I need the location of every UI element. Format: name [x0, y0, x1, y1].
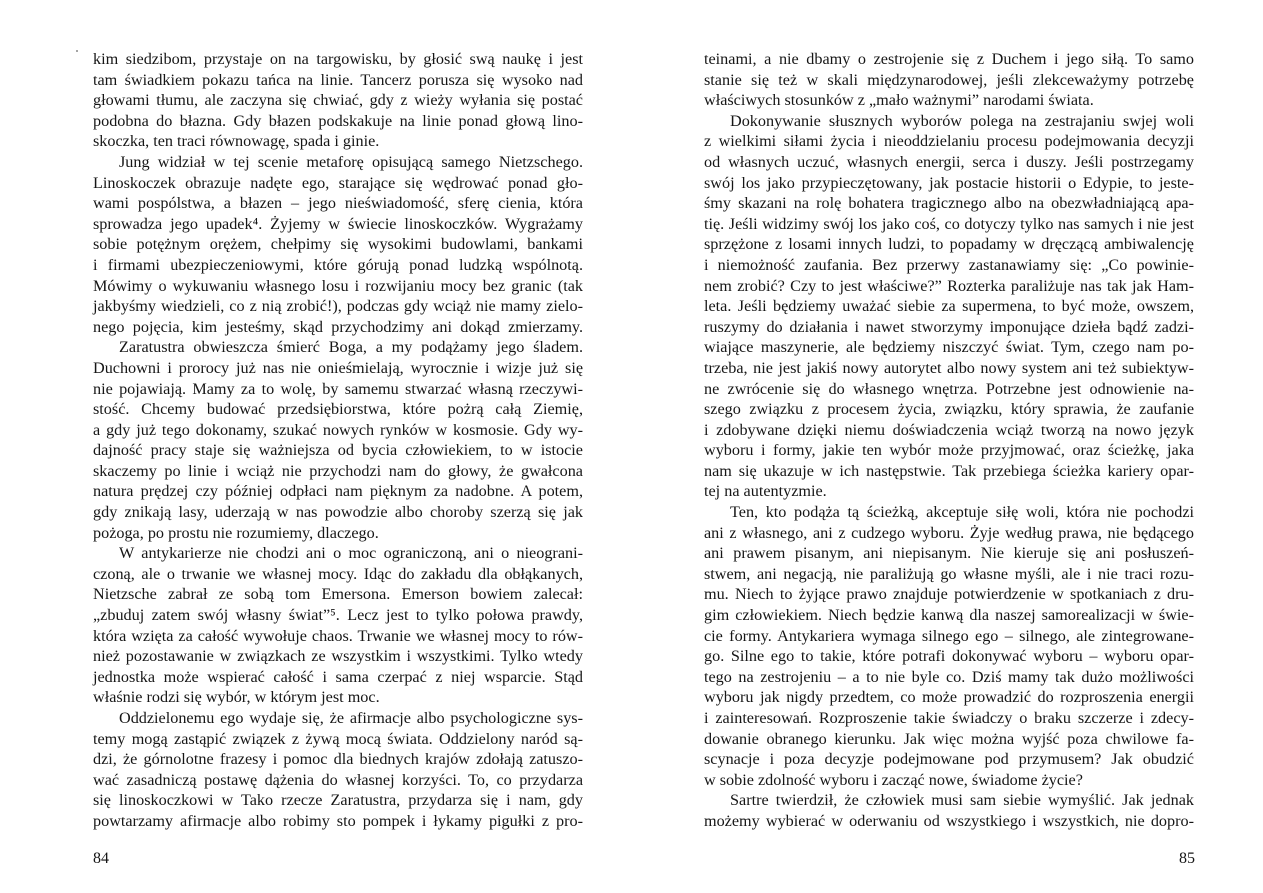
text-line: „zbuduj zatem swój własny świat”⁵. Lecz jest to tylko połowa prawdy, [93, 606, 583, 625]
text-line: mu. Niech to żyjące prawo znajduje potwierdzenie w spotkaniach z dru- [704, 585, 1194, 604]
text-line: powtarzamy afirmacje albo robimy sto pompek i łykamy pigułki z pro- [93, 811, 583, 830]
text-line: właśnie rodzi się wybór, w którym jest moc. [93, 688, 380, 707]
left-page-text [93, 49, 583, 832]
text-line: Duchowni i prorocy już nas nie onieśmielają, wyrocznie i wizje już się [93, 358, 583, 377]
text-line: się linoskoczkowi w Tako rzecze Zaratustra, przydarza się i nam, gdy [93, 791, 583, 810]
text-line: ne zwrócenie się do własnego wnętrza. Potrzebne jest odnowienie na- [704, 379, 1194, 398]
text-line: jednostka może wspierać całość i sama czerpać z niej wsparcie. Stąd [93, 667, 583, 686]
text-line: która wzięta za całość wywołuje chaos. Trwanie we własnej mocy to rów- [93, 626, 583, 645]
text-line: pożoga, po prostu nie rozumiemy, dlaczego. [93, 523, 379, 542]
text-line: Jung widział w tej scenie metaforę opisującą samego Nietzschego. [119, 152, 583, 171]
text-line: dzi, że górnolotne frazesy i pomoc dla biednych krajów zdołają zatuszo- [93, 750, 583, 769]
text-line: tam świadkiem pokazu tańca na linie. Tancerz porusza się wysoko nad [93, 70, 583, 89]
text-line: od własnych uczuć, własnych energii, serca i duszy. Jeśli postrzegamy [704, 152, 1194, 171]
text-line: z wielkimi siłami życia i nieoddzielaniu procesu podejmowania decyzji [704, 132, 1194, 151]
text-line: skaczemy po linie i wciąż nie przychodzi nam do głowy, że gwałcona [93, 461, 583, 480]
text-line: temy mogą zastąpić związek z żywą mocą świata. Oddzielony naród są- [93, 729, 583, 748]
text-line: a gdy już tego dokonamy, szukać nowych rynków w kosmosie. Gdy wy- [93, 420, 583, 439]
text-line: nież pozostawanie w związkach ze wszystkim i wszystkimi. Tylko wtedy [93, 647, 583, 666]
text-line: Sartre twierdził, że człowiek musi sam siebie wymyślić. Jak jednak [730, 791, 1194, 810]
text-line: głowami tłumu, ale zaczyna się chwiać, gdy z wieży wyłania się postać [93, 91, 583, 110]
text-line: kim siedzibom, przystaje on na targowisku, by głosić swą naukę i jest [93, 50, 583, 68]
text-line: podobna do błazna. Gdy błazen podskakuje na linie ponad głową lino- [93, 111, 583, 130]
text-line: jakbyśmy wiedzieli, co z nią zrobić!), podczas gdy wciąż nie mamy zielo- [93, 297, 583, 316]
text-line: W antykarierze nie chodzi ani o moc ograniczoną, ani o nieograni- [119, 544, 583, 563]
text-line: sprzężone z losami innych ludzi, to popadamy w dręczącą ambiwalencję [704, 235, 1194, 254]
text-line: ani z własnego, ani z cudzego wyboru. Żyje według prawa, nie będącego [704, 523, 1194, 542]
text-line: i niemożność zaufania. Bez przerwy zastanawiamy się: „Co powinie- [704, 255, 1194, 274]
text-line: wyboru i formy, jakie ten wybór może przyjmować, oraz ścieżkę, jaka [704, 441, 1194, 460]
text-line: teinami, a nie dbamy o zestrojenie się z Duchem i jego siłą. To samo [704, 50, 1194, 68]
text-line: trzeba, nie jest jakiś nowy autorytet albo nowy system ani też subiektyw- [704, 358, 1194, 377]
text-line: w sobie zdolność wyboru i zacząć nowe, świadome życie? [704, 770, 1083, 789]
text-line: śmy skazani na rolę bohatera tragicznego albo na obezwładniającą apa- [704, 194, 1194, 213]
text-line: dowanie obranego kierunku. Jak więc można wyjść poza chwilowe fa- [704, 729, 1194, 748]
text-line: i zainteresowań. Rozproszenie takie świadczy o braku szczerze i zdecy- [704, 709, 1194, 727]
page-number-right: 85 [1179, 850, 1195, 867]
text-line: sprowadza jego upadek⁴. Żyjemy w świecie linoskoczków. Wygrażamy [93, 214, 583, 233]
text-line: skoczka, ten traci równowagę, spada i ginie. [93, 132, 380, 151]
text-line: swój los jako przypieczętowany, jak postacie historii o Edypie, to jeste- [704, 173, 1194, 192]
text-line: tej na autentyzmie. [704, 482, 827, 501]
text-line: gim człowiekiem. Niech będzie kanwą dla naszej samorealizacji w świe- [704, 606, 1194, 625]
text-line: nie pojawiają. Mamy za to wolę, by samemu stwarzać własną rzeczywi- [93, 379, 583, 398]
right-page-text [704, 49, 1194, 832]
text-line: leta. Jeśli będziemy uważać siebie za supermena, to być może, owszem, [704, 297, 1194, 316]
text-line: wać zasadniczą postawę dążenia do własnej korzyści. To, co przydarza [93, 770, 583, 789]
text-line: Ten, kto podąża tą ścieżką, akceptuje siłę woli, która nie pochodzi [730, 503, 1194, 522]
text-line: Dokonywanie słusznych wyborów polega na zestrajaniu swjej woli [730, 111, 1194, 130]
text-line: Zaratustra obwieszcza śmierć Boga, a my podążamy jego śladem. [119, 338, 583, 357]
text-line: i firmami ubezpieczeniowymi, które górują ponad ludzką wspólnotą. [93, 255, 583, 274]
text-line: wiające maszynerie, ale będziemy niszczyć świat. Tym, czego nam po- [704, 338, 1194, 357]
left-page [0, 0, 631, 893]
text-line: stwem, ani negacją, nie paraliżują go własne myśli, ale i nie traci rozu- [704, 564, 1194, 583]
text-line: dajność pracy staje się ważniejsza od bycia człowiekiem, to w istocie [93, 441, 583, 460]
text-line: stość. Chcemy budować przedsiębiorstwa, które pożrą całą Ziemię, [93, 400, 583, 419]
right-page [632, 0, 1263, 893]
text-line: stanie się też w skali międzynarodowej, jeśli zlekceważymy potrzebę [704, 70, 1194, 89]
text-line: tego na zestrojeniu – a to nie byle co. Dziś mamy tak dużo możliwości [704, 667, 1194, 686]
text-line: go. Silne ego to takie, które potrafi dokonywać wyboru – wyboru opar- [704, 647, 1194, 666]
text-line: możemy wybierać w oderwaniu od wszystkiego i wszystkich, nie dopro- [704, 811, 1194, 830]
text-line: Linoskoczek obrazuje nadęte ego, starające się wędrować ponad gło- [93, 173, 583, 192]
text-line: Mówimy o wykuwaniu własnego losu i rozwijaniu mocy bez granic (tak [93, 276, 583, 295]
text-line: Nietzsche zabrał ze sobą tom Emersona. Emerson bowiem zalecał: [93, 585, 583, 604]
text-line: właściwych stosunków z „mało ważnymi” narodami świata. [704, 91, 1094, 110]
text-line: wami pospólstwa, a błazen – jego nieświadomość, sferę cienia, która [93, 194, 583, 213]
text-line: Oddzielonemu ego wydaje się, że afirmacje albo psychologiczne sys- [119, 709, 583, 727]
text-line: tię. Jeśli widzimy swój los jako coś, co dotyczy tylko nas samych i nie jest [704, 214, 1194, 233]
text-line: scynacje i poza decyzje podejmowane pod przymusem? Jak obudzić [704, 750, 1194, 769]
text-line: nem zrobić? Czy to jest właściwe?” Rozterka paraliżuje nas tak jak Ham- [704, 276, 1194, 295]
text-line: nam się ukazuje w ich następstwie. Tak przebiega ścieżka kariery opar- [704, 461, 1194, 480]
text-line: gdy znikają lasy, uderzają w nas powodzie albo choroby szerzą się jak [93, 503, 583, 522]
text-line: nego pojęcia, kim jesteśmy, skąd przychodzimy ani dokąd zmierzamy. [93, 317, 583, 336]
text-line: ani prawem pisanym, ani niepisanym. Nie kieruje się ani posłuszeń- [704, 544, 1194, 563]
scan-speck [76, 50, 78, 52]
text-line: i zdobywane dzięki niemu doświadczenia wciąż tworzą na nowo język [704, 420, 1194, 439]
text-line: szego związku z procesem życia, związku, który sprawia, że zaufanie [704, 400, 1194, 419]
text-line: wyboru jak nigdy przedtem, co może prowadzić do rozproszenia energii [704, 688, 1194, 707]
text-line: ruszymy do działania i nawet stworzymy imponujące dzieła bądź zadzi- [704, 317, 1194, 336]
text-line: natura prędzej czy później odpłaci nam pięknym za nadobne. A potem, [93, 482, 583, 501]
page-number-left: 84 [93, 850, 109, 867]
text-line: czoną, ale o trwanie we własnej mocy. Idąc do zakładu dla obłąkanych, [93, 564, 583, 583]
text-line: sobie potężnym orężem, chełpimy się wysokimi budowlami, bankami [93, 235, 583, 254]
text-line: cie formy. Antykariera wymaga silnego ego – silnego, ale zintegrowane- [704, 626, 1194, 645]
